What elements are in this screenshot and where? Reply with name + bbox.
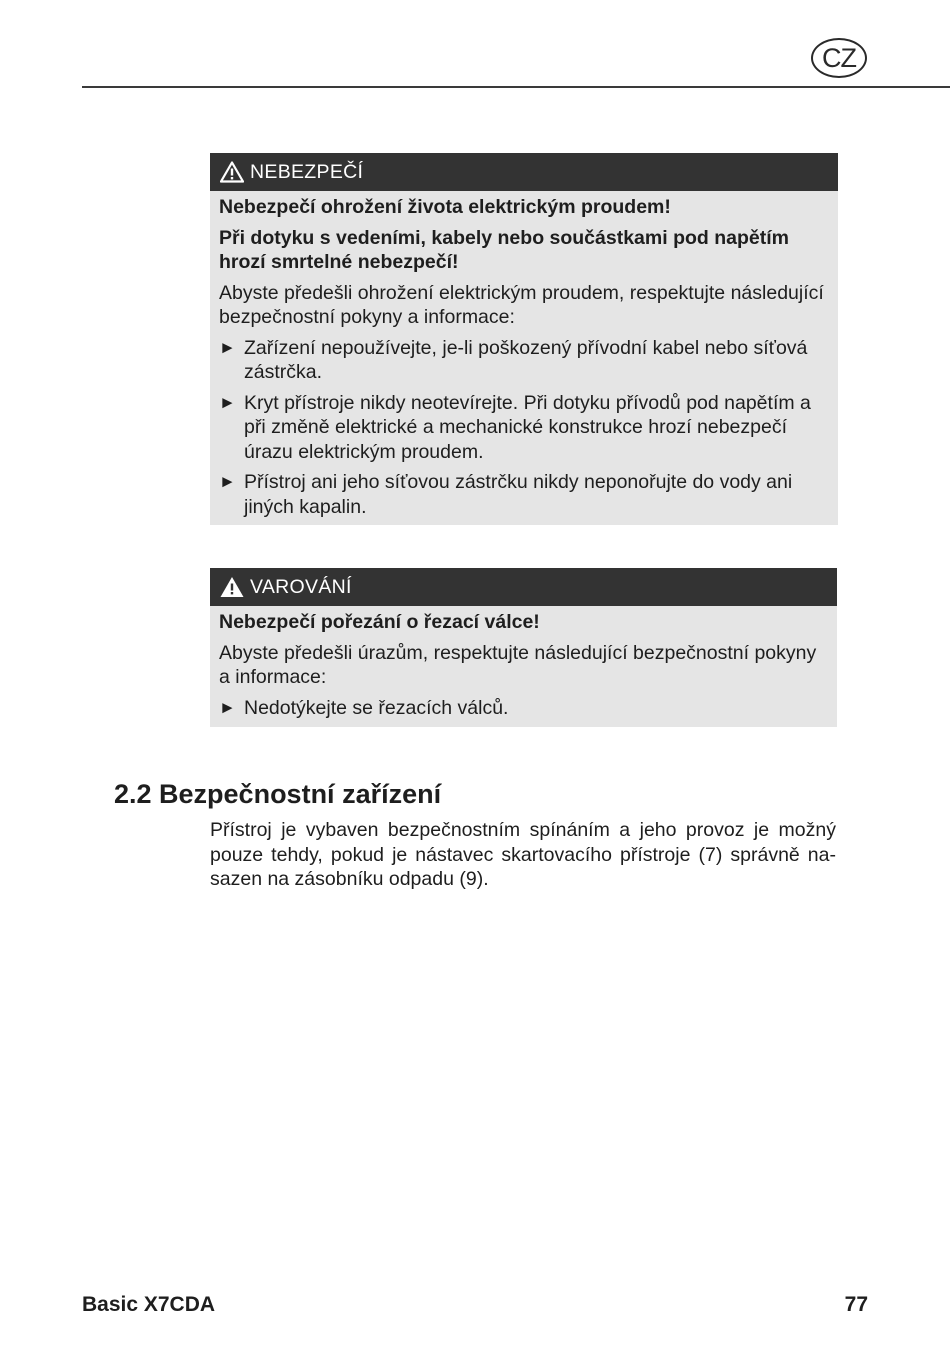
list-item-text: Kryt přístroje nikdy neotevírejte. Při dotyku přívodů pod napětím a při změně elektrické a mechanické konstrukce hrozí nebezpečí úrazu elektrickým proudem.: [244, 391, 811, 463]
danger-headline: Nebezpečí ohrožení života elektrickým proudem!: [219, 196, 671, 218]
danger-notice-title: NEBEZPEČÍ: [250, 160, 364, 183]
footer-model-name: Basic X7CDA: [82, 1293, 216, 1316]
warning-notice-body: [210, 606, 837, 732]
list-item-text: Zařízení nepoužívejte, je-li poškozený přívodní kabel nebo síťová zástrčka.: [244, 336, 808, 383]
warning-notice-header: [210, 568, 837, 606]
header-divider: [82, 86, 950, 88]
danger-notice: [210, 153, 838, 525]
warning-intro: Abyste předešli úrazům, respektujte následující bezpečnostní pokyny a informace:: [219, 641, 817, 688]
section-paragraph: Přístroj je vybaven bezpečnostním spínáním a jeho provoz je možný pouze tehdy, pokud je nástavec skartovacího přístroje (7) správně nasazen na zásobníku odpadu (9).: [210, 819, 836, 890]
warning-notice: [210, 568, 837, 727]
bullet-arrow-icon: ►: [219, 472, 236, 491]
bullet-arrow-icon: ►: [219, 337, 236, 357]
list-item-text: Přístroj ani jeho síťovou zástrčku nikdy neponořujte do vody ani jiných kapalin.: [244, 471, 793, 518]
section-heading: 2.2 Bezpečnostní zařízení: [114, 779, 442, 809]
danger-subheadline: Při dotyku s vedeními, kabely nebo součástkami pod napětím hrozí smrtelné nebezpečí!: [219, 226, 789, 273]
bullet-arrow-icon: ►: [219, 392, 236, 412]
warning-triangle-outline-icon: [220, 161, 244, 183]
list-item: [219, 336, 828, 385]
danger-notice-header: [210, 153, 838, 191]
danger-notice-body: [210, 191, 838, 531]
warning-headline: Nebezpečí pořezání o řezací válce!: [219, 611, 540, 633]
list-item-text: Nedotýkejte se řezacích válců.: [244, 696, 509, 719]
warning-triangle-filled-icon: [220, 576, 244, 598]
bullet-arrow-icon: ►: [219, 697, 236, 717]
language-badge: CZ: [811, 38, 867, 78]
page-number: 77: [844, 1293, 868, 1316]
list-item: [219, 470, 828, 519]
list-item: [219, 696, 827, 721]
danger-intro: Abyste předešli ohrožení elektrickým proudem, respektujte následující bezpečnostní pokyny a informace:: [219, 281, 824, 328]
danger-bullet-list: [219, 336, 828, 520]
warning-bullet-list: [219, 696, 827, 721]
list-item: [219, 391, 828, 465]
warning-notice-title: VAROVÁNÍ: [250, 575, 352, 598]
